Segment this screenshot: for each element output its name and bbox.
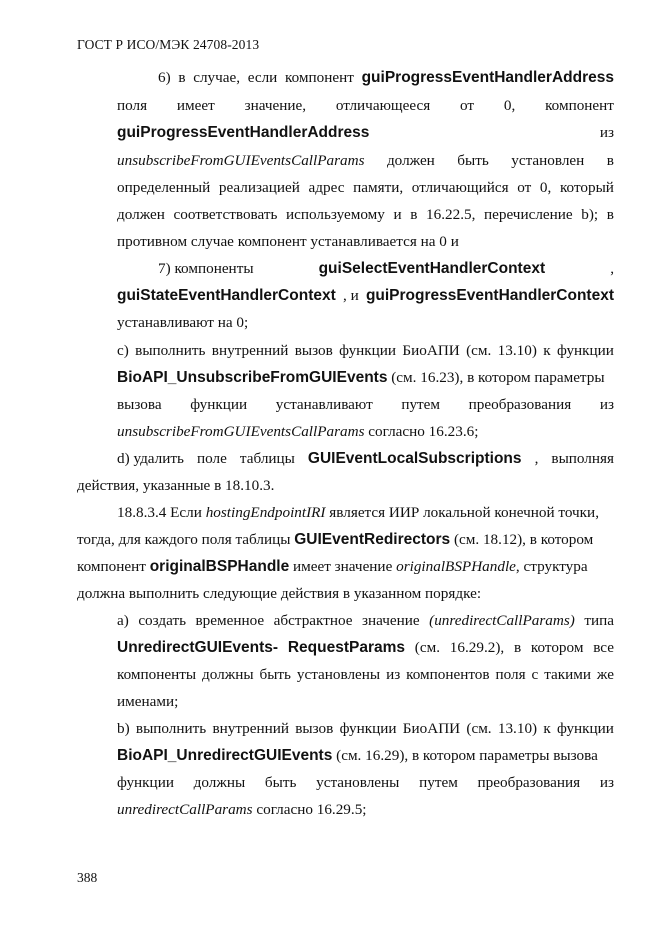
text-segment: (см. — [466, 720, 492, 737]
text-segment: определенный — [117, 179, 211, 196]
text-segment: компонент — [285, 69, 354, 86]
text-segment: функции — [339, 720, 397, 737]
identifier-italic: (unredirectCallParams) — [429, 612, 575, 629]
text-line — [117, 286, 614, 306]
text-line — [77, 557, 588, 577]
text-segment: является ИИР локальной конечной точки, — [325, 504, 599, 521]
text-segment: внутренний — [211, 342, 289, 359]
text-segment: поля — [117, 97, 148, 114]
text-segment: из — [386, 666, 401, 683]
text-line — [117, 638, 614, 658]
text-line — [117, 692, 614, 712]
text-segment: реализацией — [218, 179, 300, 196]
text-segment: отличающееся — [335, 97, 431, 114]
identifier-italic: originalBSPHandle — [396, 558, 516, 575]
text-segment: должен — [386, 152, 435, 169]
text-segment: должен — [117, 206, 165, 223]
text-segment: функции — [556, 342, 614, 359]
text-line — [117, 313, 614, 333]
text-segment: b); — [581, 206, 599, 223]
identifier-bold: GUIEventRedirectors — [294, 531, 451, 548]
text-line — [117, 232, 614, 252]
text-segment: к — [543, 720, 551, 737]
text-line — [117, 178, 614, 198]
text-line — [117, 151, 614, 171]
text-line — [117, 800, 614, 820]
text-segment: 18.8.3.4 Если — [117, 504, 206, 521]
text-segment: согласно 16.29.5; — [252, 801, 367, 818]
text-segment: из — [599, 124, 614, 141]
text-segment: установлен — [511, 152, 585, 169]
text-segment: , структура — [515, 558, 588, 575]
text-segment: имеет — [176, 97, 215, 114]
text-segment: , — [610, 260, 614, 277]
text-segment: БиоАПИ — [402, 720, 461, 737]
text-line — [117, 123, 614, 143]
text-line — [117, 96, 614, 116]
text-segment: функции — [117, 774, 174, 791]
text-segment: отличающийся — [411, 179, 509, 196]
text-segment: вызов — [294, 342, 333, 359]
text-segment: устанавливают — [275, 396, 373, 413]
text-segment: в — [178, 69, 186, 86]
text-segment: 16.22.5, — [426, 206, 476, 223]
text-segment: имеет значение — [289, 558, 397, 575]
page-header: ГОСТ Р ИСО/МЭК 24708-2013 — [77, 37, 260, 52]
text-segment: перечисление — [483, 206, 573, 223]
text-segment: должны — [202, 666, 254, 683]
text-segment: 0, — [539, 179, 552, 196]
text-segment: все — [593, 639, 614, 656]
text-segment: преобразования — [477, 774, 581, 791]
text-line — [117, 503, 614, 523]
text-segment: 16.29.2), — [449, 639, 505, 656]
text-segment: быть — [457, 152, 489, 169]
text-segment: создать — [138, 612, 187, 629]
text-segment: установлены — [316, 774, 400, 791]
text-segment: в — [410, 206, 418, 223]
identifier-bold: originalBSPHandle — [149, 558, 290, 575]
text-segment: b) — [117, 720, 130, 737]
text-segment: же — [596, 666, 614, 683]
identifier-bold: UnredirectGUIEvents- — [117, 639, 279, 656]
text-segment: с) — [117, 342, 129, 359]
text-segment: a) — [117, 612, 129, 629]
text-line — [117, 746, 614, 766]
text-segment: внутренний — [212, 720, 290, 737]
text-segment: (см. 18.12), в котором — [450, 531, 594, 548]
identifier-bold: guiStateEventHandlerContext — [117, 287, 336, 304]
text-line — [117, 395, 614, 415]
text-line — [117, 205, 614, 225]
text-segment: , и — [342, 287, 359, 304]
text-segment: временное — [195, 612, 265, 629]
identifier-bold: RequestParams — [287, 639, 406, 656]
text-segment: преобразования — [468, 396, 572, 413]
text-segment: из — [599, 774, 614, 791]
text-segment: к — [543, 342, 551, 359]
text-segment: выполняя — [551, 450, 614, 467]
text-segment: компонентов — [406, 666, 490, 683]
text-line — [117, 368, 614, 388]
text-segment: поля — [495, 666, 526, 683]
text-segment: , — [534, 450, 539, 467]
text-line — [77, 476, 274, 496]
text-segment: с — [531, 666, 539, 683]
text-segment: (см. — [414, 639, 440, 656]
text-segment: котором — [530, 639, 584, 656]
text-segment: БиоАПИ — [402, 342, 460, 359]
text-segment: быть — [264, 774, 297, 791]
text-line — [117, 611, 614, 631]
identifier-italic: hostingEndpointIRI — [205, 504, 326, 521]
text-segment: если — [247, 69, 278, 86]
text-segment: выполнить — [135, 720, 207, 737]
identifier-italic: unsubscribeFromGUIEventsCallParams — [117, 423, 365, 440]
text-segment: соответствовать — [173, 206, 278, 223]
text-segment: и — [393, 206, 402, 223]
text-segment: устанавливают на 0; — [117, 314, 249, 331]
identifier-bold: guiProgressEventHandlerAddress — [361, 69, 614, 86]
text-segment: в — [606, 152, 614, 169]
text-segment: такими — [544, 666, 591, 683]
identifier-bold: guiSelectEventHandlerContext — [318, 260, 546, 277]
text-segment: установлены — [296, 666, 381, 683]
text-segment: значение — [362, 612, 420, 629]
text-segment: 7) компоненты — [158, 260, 254, 277]
text-segment: используемому — [286, 206, 385, 223]
text-segment: вызов — [295, 720, 334, 737]
text-segment: в — [513, 639, 522, 656]
text-line — [77, 584, 481, 604]
text-segment: должны — [193, 774, 246, 791]
page-number: 388 — [77, 870, 98, 885]
text-segment: компонент — [77, 558, 150, 575]
text-line — [117, 665, 614, 685]
text-segment: случае, — [193, 69, 241, 86]
text-line — [117, 422, 614, 442]
text-segment: компоненты — [117, 666, 197, 683]
text-line — [158, 68, 614, 88]
text-segment: 6) — [158, 69, 171, 86]
text-line — [77, 530, 593, 550]
text-segment: от — [460, 97, 475, 114]
text-segment: действия, указанные в 18.10.3. — [77, 477, 275, 494]
text-segment: компонент — [545, 97, 614, 114]
text-segment: который — [559, 179, 614, 196]
text-segment: функции — [190, 396, 248, 413]
identifier-bold: BioAPI_UnredirectGUIEvents — [117, 747, 333, 764]
text-segment: должна выполнить следующие действия в указанном порядке: — [77, 585, 482, 602]
text-segment: функции — [556, 720, 614, 737]
text-segment: 13.10) — [497, 342, 537, 359]
text-line — [117, 719, 614, 739]
identifier-bold: GUIEventLocalSubscriptions — [307, 450, 522, 467]
text-segment: противном случае компонент устанавливается на 0 и — [117, 233, 459, 250]
text-segment: именами; — [117, 693, 179, 710]
text-segment: (см. 16.23), в котором параметры — [387, 369, 605, 386]
text-segment: 13.10) — [497, 720, 538, 737]
text-segment: (см. — [466, 342, 492, 359]
text-segment: быть — [259, 666, 291, 683]
text-segment: абстрактное — [273, 612, 353, 629]
text-line — [117, 341, 614, 361]
text-segment: от — [517, 179, 532, 196]
identifier-italic: unredirectCallParams — [117, 801, 253, 818]
text-line — [158, 259, 614, 279]
text-segment: значение, — [244, 97, 307, 114]
text-segment: таблицы — [239, 450, 295, 467]
text-segment: путем — [401, 396, 441, 413]
text-segment: тогда, для каждого поля таблицы — [77, 531, 295, 548]
text-segment: адрес — [308, 179, 345, 196]
text-segment: памяти, — [353, 179, 404, 196]
text-segment: согласно 16.23.6; — [364, 423, 479, 440]
text-segment: из — [599, 396, 614, 413]
identifier-italic: unsubscribeFromGUIEventsCallParams — [117, 152, 365, 169]
text-segment: в — [606, 206, 614, 223]
text-segment: функции — [339, 342, 397, 359]
text-segment: 0, — [503, 97, 516, 114]
text-line — [117, 449, 614, 469]
text-line — [117, 773, 614, 793]
text-segment: путем — [419, 774, 458, 791]
text-segment: вызова — [117, 396, 162, 413]
identifier-bold: BioAPI_UnsubscribeFromGUIEvents — [117, 369, 388, 386]
identifier-bold: guiProgressEventHandlerContext — [365, 287, 614, 304]
text-segment: типа — [584, 612, 614, 629]
identifier-bold: guiProgressEventHandlerAddress — [117, 124, 370, 141]
text-segment: d) удалить — [117, 450, 184, 467]
text-segment: выполнить — [135, 342, 206, 359]
text-segment: (см. 16.29), в котором параметры вызова — [332, 747, 598, 764]
text-segment: поле — [197, 450, 227, 467]
